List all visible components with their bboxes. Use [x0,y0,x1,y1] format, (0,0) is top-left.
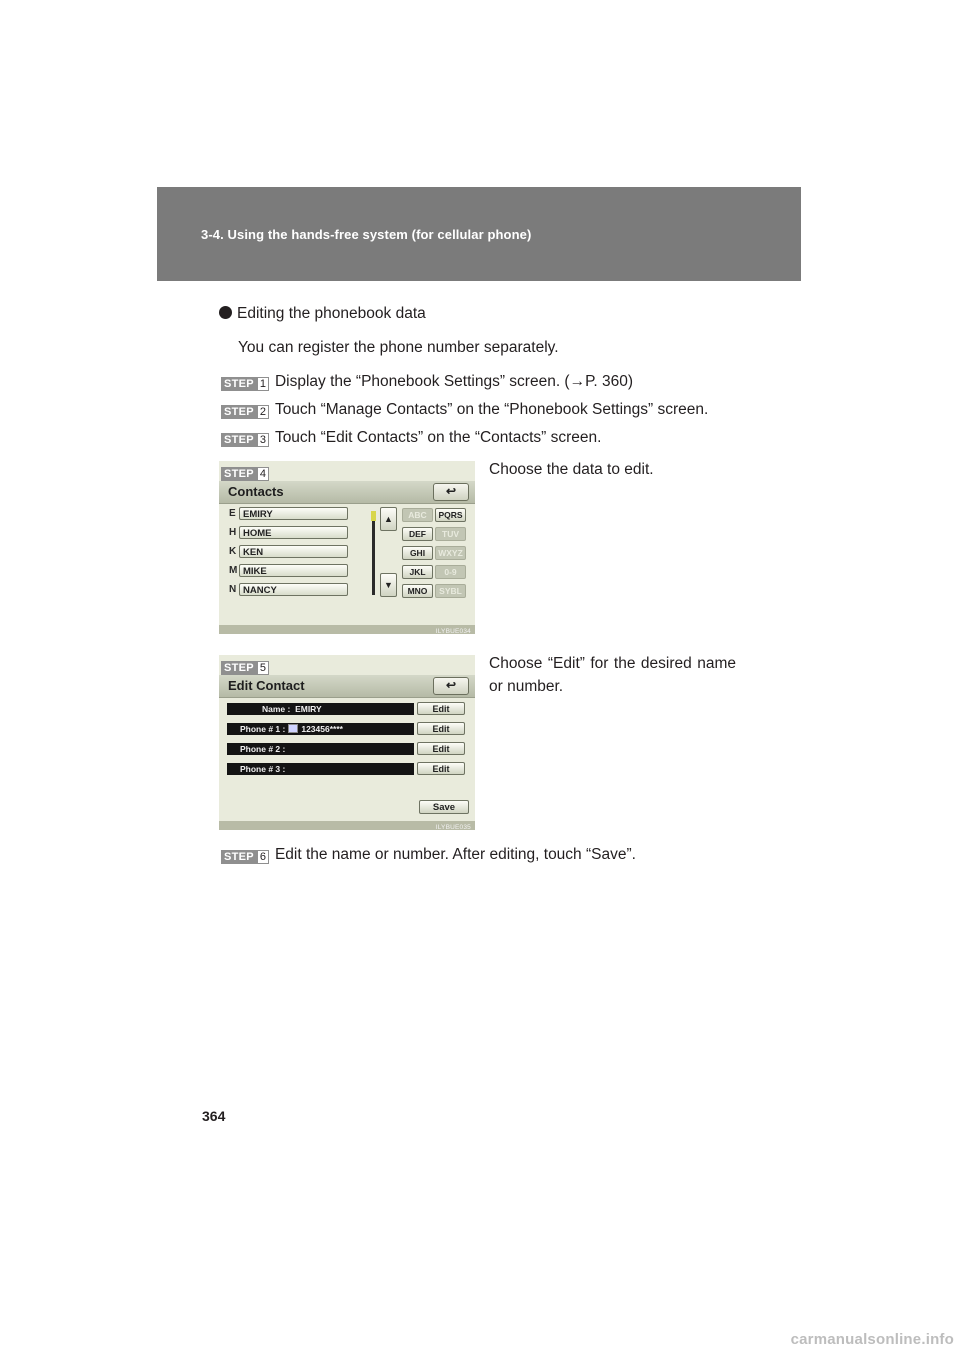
edit-name-button[interactable]: Edit [417,702,465,715]
step-4-text: Choose the data to edit. [489,461,654,478]
key-abc: ABC [402,508,433,522]
bullet-heading [219,305,426,323]
phone-1-field: Phone # 1 : 123456**** [227,723,414,735]
index-letter: K [229,546,237,557]
bullet-note: You can register the phone number separately. [238,339,559,356]
section-header [157,187,801,281]
back-button[interactable]: ↩ [433,677,469,695]
key-def[interactable]: DEF [402,527,433,541]
key-tuv: TUV [435,527,466,541]
step-3 [221,429,601,447]
edit-phone-2-button[interactable]: Edit [417,742,465,755]
edit-contact-title: Edit Contact [228,678,305,693]
index-letter: H [229,527,237,538]
back-button[interactable]: ↩ [433,483,469,501]
step-1 [221,373,633,391]
scroll-down-button[interactable]: ▼ [380,573,397,597]
index-letter: N [229,584,237,595]
key-jkl[interactable]: JKL [402,565,433,579]
contacts-screen [219,461,475,634]
phone-3-field: Phone # 3 : [227,763,414,775]
contact-button-ken[interactable]: KEN [239,545,348,558]
step-5-badge: STEP 5 [221,657,275,675]
screen-footer [219,821,475,830]
scrollbar-thumb[interactable] [371,511,376,521]
bullet-dot-icon [219,306,232,319]
step-badge: STEP 1 [221,377,269,391]
key-mno[interactable]: MNO [402,584,433,598]
key-wxyz: WXYZ [435,546,466,560]
key-pqrs[interactable]: PQRS [435,508,466,522]
edit-contact-screen [219,655,475,830]
step-text: Touch “Edit Contacts” on the “Contacts” screen. [274,429,602,446]
contact-button-home[interactable]: HOME [239,526,348,539]
watermark-text: carmanualsonline.info [790,1331,954,1348]
step-badge: STEP 3 [221,433,269,447]
key-0-9: 0-9 [435,565,466,579]
edit-contact-title-bar [219,675,475,698]
index-letter: M [229,565,238,576]
section-title: 3-4. Using the hands-free system (for cellular phone) [201,227,532,242]
image-id: ILYBUE035 [435,824,471,830]
step-4-badge: STEP 4 [221,463,275,481]
name-field: Name : EMIRY [227,703,414,715]
save-button[interactable]: Save [419,800,469,814]
key-ghi[interactable]: GHI [402,546,433,560]
step-text: Edit the name or number. After editing, touch “Save”. [274,846,636,863]
edit-phone-3-button[interactable]: Edit [417,762,465,775]
screen-footer [219,625,475,634]
scrollbar-track[interactable] [372,511,375,595]
step-text: Display the “Phonebook Settings” screen. (→P. 360) [274,373,634,390]
page-number: 364 [202,1108,226,1124]
contact-button-mike[interactable]: MIKE [239,564,348,577]
contacts-title: Contacts [228,484,284,499]
step-badge: STEP 6 [221,850,269,864]
step-5-text: Choose “Edit” for the desired name or number. [489,655,736,695]
step-6 [221,846,636,864]
phone-type-icon [288,724,298,733]
contact-button-nancy[interactable]: NANCY [239,583,348,596]
scroll-up-button[interactable]: ▲ [380,507,397,531]
step-2 [221,401,708,419]
image-id: ILYBUE034 [435,628,471,634]
contact-button-emiry[interactable]: EMIRY [239,507,348,520]
bullet-heading-text: Editing the phonebook data [237,305,426,322]
index-letter: E [229,508,236,519]
contacts-title-bar [219,481,475,504]
phone-2-field: Phone # 2 : [227,743,414,755]
key-sybl: SYBL [435,584,466,598]
step-text: Touch “Manage Contacts” on the “Phonebook Settings” screen. [274,401,709,418]
edit-phone-1-button[interactable]: Edit [417,722,465,735]
step-badge: STEP 2 [221,405,269,419]
